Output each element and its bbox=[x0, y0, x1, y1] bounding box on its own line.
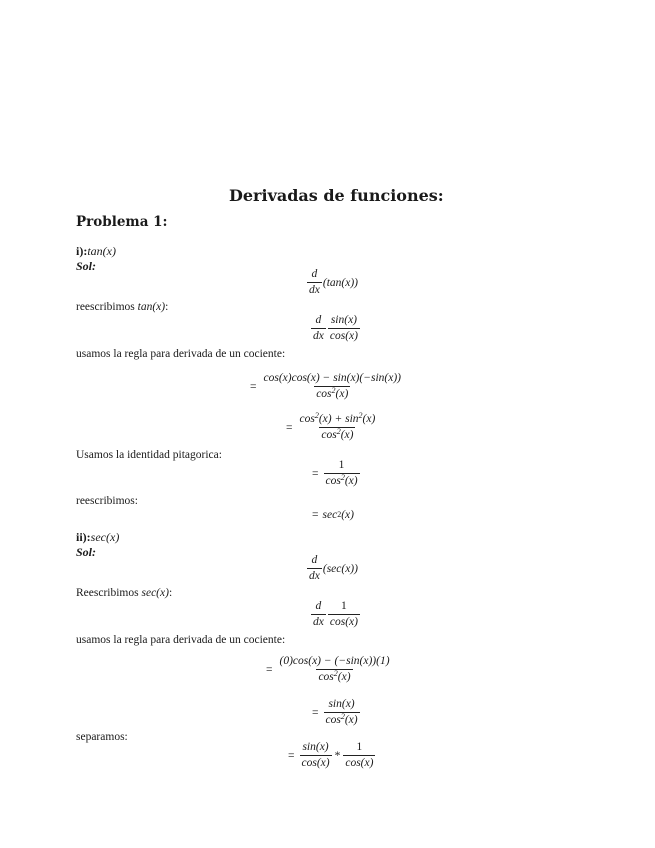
part-ii-text-rewrite: Reescribimos sec(x): bbox=[76, 587, 173, 599]
part-i-text-rewrite-2: reescribimos: bbox=[76, 495, 138, 507]
part-i-expr-1: $\frac{d}{dx}$ (tan(x)) bbox=[309, 268, 358, 296]
part-i-expr-6: = sec 2 (x) bbox=[312, 509, 354, 521]
part-i-expr-5: = $\frac{1}{\cos^2(x)}$ bbox=[312, 459, 358, 487]
part-i-number: i): bbox=[76, 244, 88, 258]
part-ii-sol-label: Sol: bbox=[76, 545, 97, 559]
part-i-text-rewrite: reescribimos tan(x): bbox=[76, 301, 169, 313]
part-i-function: tan(x) bbox=[87, 244, 116, 258]
part-ii-text-separate: separamos: bbox=[76, 731, 128, 743]
part-ii-label bbox=[76, 530, 119, 545]
part-i-text-quotient: usamos la regla para derivada de un cociente: bbox=[76, 348, 286, 360]
part-ii-expr-4: = $\frac{\sin(x)}{\cos^2(x)}$ bbox=[312, 698, 358, 726]
part-i-expr-2: $\frac{d}{dx}$ $\frac{\sin(x)}{\cos(x)}$ bbox=[313, 314, 358, 342]
part-i-expr-4: = $\frac{\cos^2(x) + \sin^2(x)}{\cos^2(x)}$ bbox=[286, 411, 376, 441]
part-ii-expr-3: = $\frac{(0)\cos(x) - (-\sin(x))(1)}{\cos^2(x)}$ bbox=[266, 655, 390, 683]
part-i-expr-3: = $\frac{\cos(x)\cos(x) - \sin(x)(-\sin(x))}{\cos^2(x)}$ bbox=[250, 372, 401, 400]
problem-heading: Problema 1: bbox=[76, 214, 168, 230]
part-i-sol-label: Sol: bbox=[76, 259, 97, 273]
part-ii-function: sec(x) bbox=[90, 530, 120, 544]
part-i-label bbox=[76, 244, 116, 259]
part-ii-number: ii): bbox=[76, 530, 91, 544]
page-title: Derivadas de funciones: bbox=[229, 186, 444, 205]
part-ii-expr-2: $\frac{d}{dx}$ $\frac{1}{\cos(x)}$ bbox=[313, 600, 358, 628]
part-ii-expr-5: = $\frac{\sin(x)}{\cos(x)}$ * $\frac{1}{\cos(x)}$ bbox=[288, 741, 374, 769]
part-ii-expr-1: $\frac{d}{dx}$ (sec(x)) bbox=[309, 554, 358, 582]
part-i-text-identity: Usamos la identidad pitagorica: bbox=[76, 449, 222, 461]
part-ii-text-quotient: usamos la regla para derivada de un cociente: bbox=[76, 634, 286, 646]
